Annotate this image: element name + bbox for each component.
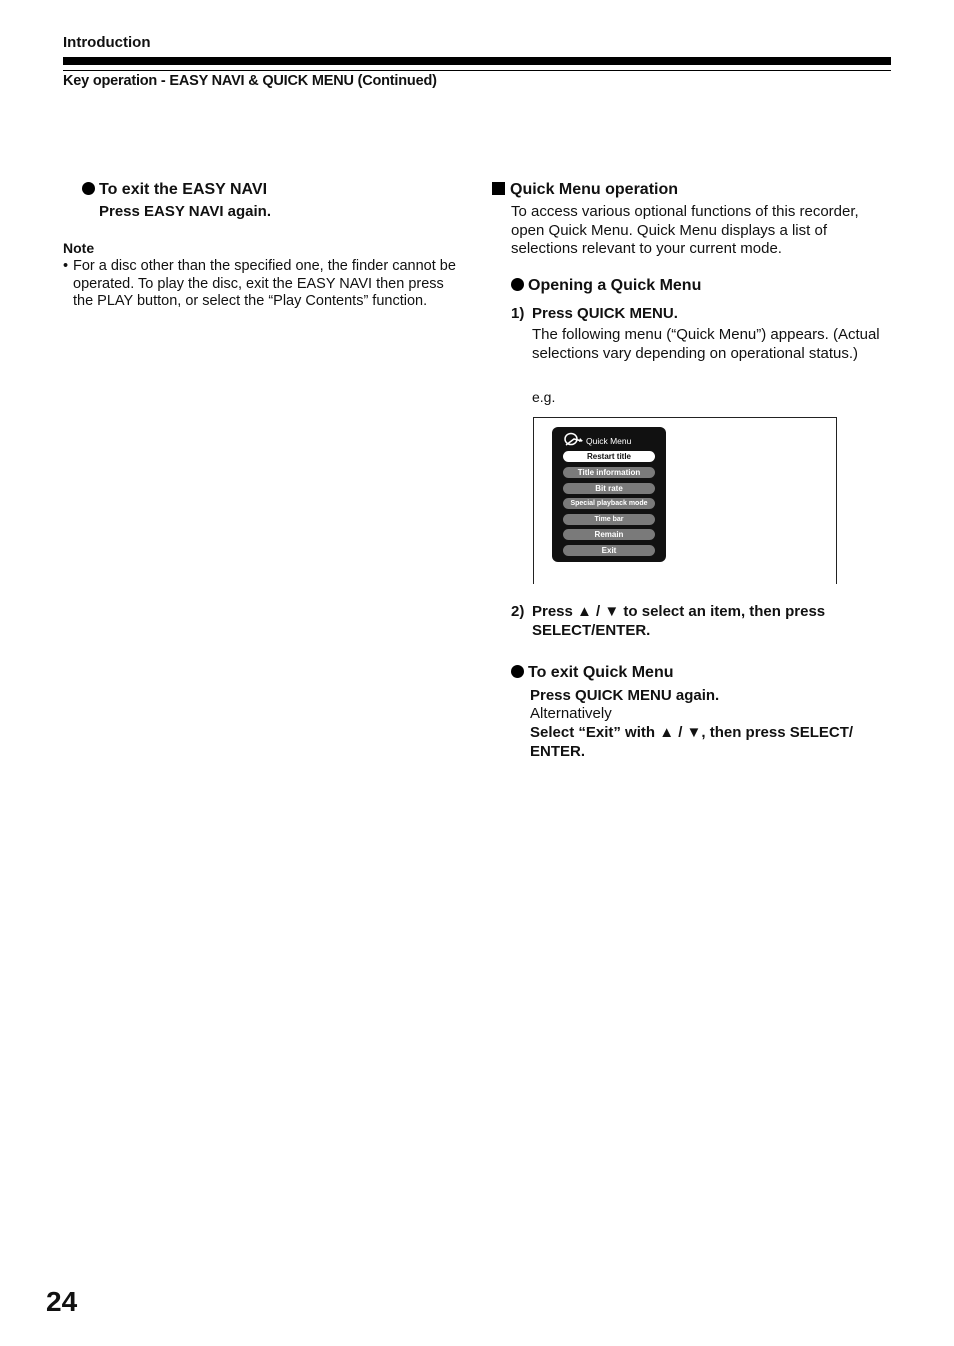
- exit-quick-menu-heading-text: To exit Quick Menu: [528, 664, 674, 681]
- step2-number: 2): [511, 603, 525, 620]
- exit-easy-navi-instruction: Press EASY NAVI again.: [99, 203, 272, 220]
- step1-number: 1): [511, 305, 525, 322]
- quick-menu-item-bit-rate[interactable]: Bit rate: [563, 483, 655, 494]
- example-label: e.g.: [532, 389, 556, 405]
- quick-menu-title: Quick Menu: [586, 436, 632, 446]
- header-rule-thin: [63, 70, 891, 71]
- exit-quick-menu-alternatively: Alternatively: [530, 705, 612, 722]
- opening-quick-menu-heading: [511, 277, 701, 295]
- exit-quick-menu-alternative-instruction: Select “Exit” with ▲ / ▼, then press SELECT/ ENTER.: [530, 724, 854, 760]
- quick-menu-item-title-information[interactable]: Title information: [563, 467, 655, 478]
- quick-menu-item-special-playback-mode[interactable]: Special playback mode: [563, 498, 655, 509]
- note-item: [63, 258, 458, 311]
- quick-menu-intro: To access various optional functions of this recorder, open Quick Menu. Quick Menu displays a list of selections relevant to your current mode.: [511, 203, 859, 257]
- bullet-dot-icon: [82, 182, 95, 195]
- note-list: [63, 258, 458, 311]
- quick-menu-item-exit[interactable]: Exit: [563, 545, 655, 556]
- square-bullet-icon: [492, 182, 505, 195]
- step1-description: The following menu (“Quick Menu”) appears. (Actual selections vary depending on operational status.): [532, 326, 880, 362]
- quick-menu-item-remain[interactable]: Remain: [563, 529, 655, 540]
- quick-menu-heading: [492, 181, 678, 199]
- page-subtitle: Key operation - EASY NAVI & QUICK MENU (Continued): [63, 73, 437, 89]
- exit-quick-menu-heading: [511, 664, 674, 682]
- section-label: Introduction: [63, 34, 151, 51]
- exit-quick-menu-instruction: Press QUICK MENU again.: [530, 687, 720, 704]
- page-number: 24: [46, 1286, 78, 1317]
- bullet-dot-icon: [511, 278, 524, 291]
- bullet-dot-icon: [511, 665, 524, 678]
- quick-menu-logo-icon: [563, 431, 585, 447]
- quick-menu-item-time-bar[interactable]: Time bar: [563, 514, 655, 525]
- step1-instruction: Press QUICK MENU.: [532, 305, 678, 322]
- note-item-text: For a disc other than the specified one, the finder cannot be operated. To play the disc, exit the EASY NAVI then press the PLAY button, or select the “Play Contents” function.: [73, 258, 456, 310]
- exit-easy-navi-heading-text: To exit the EASY NAVI: [99, 181, 268, 198]
- opening-quick-menu-heading-text: Opening a Quick Menu: [528, 277, 702, 294]
- note-label: Note: [63, 240, 95, 256]
- quick-menu-heading-text: Quick Menu operation: [510, 181, 679, 198]
- step2-instruction: Press ▲ / ▼ to select an item, then press SELECT/ENTER.: [532, 603, 826, 639]
- header-rule-thick: [63, 57, 891, 65]
- quick-menu-window: [552, 427, 666, 562]
- bullet-icon: •: [63, 258, 69, 274]
- quick-menu-item-restart-title[interactable]: Restart title: [563, 451, 655, 462]
- exit-easy-navi-heading: [82, 181, 267, 199]
